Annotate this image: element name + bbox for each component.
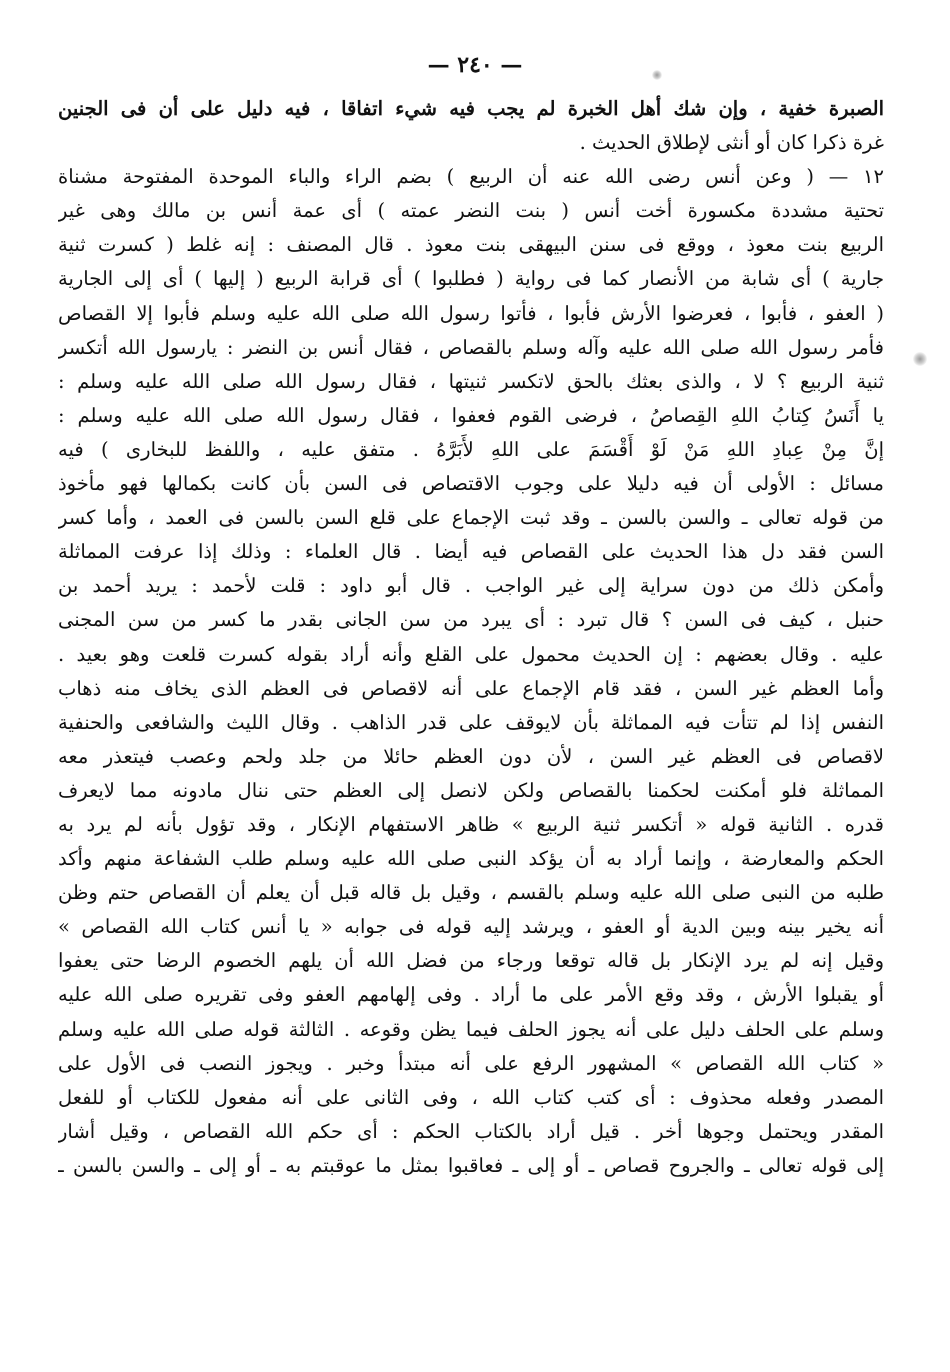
text-line: إلى قوله تعالى ـ والجروح قصاص ـ أو إلى ـ فعاقبوا بمثل ما عوقبتم به ـ أو إلى ـ والسن بالسن ـ <box>58 1153 884 1177</box>
text-line: أنه يخير بينه وبين الدية أو العفو ، ويرشد إليه قوله فى جوابه « يا أنس كتاب الله القصاص » <box>58 915 884 939</box>
text-line: وسلم على الحلف دليل على أنه يجوز الحلف فيما يظن وقوعه . الثالثة قوله صلى الله عليه وسلم <box>58 1017 884 1041</box>
text-line: حنبل ، كيف فى السن ؟ قال تبرد : أى يبرد من سن الجانى بقدر ما كسر من سن المجنى <box>58 608 884 632</box>
text-line: النفس إذا لم تتأت فيه المماثلة بأن لايوقف على قدر الذاهب . وقال الليث والشافعى والحنفية <box>58 710 884 734</box>
text-line: إنَّ مِنْ عِبادِ اللهِ مَنْ لَوْ أَقْسَمَ على اللهِ لأَبَرَّهُ . متفق عليه ، واللفظ للبخارى ) فيه <box>58 437 884 461</box>
text-line: لاقصاص فى العظم غير السن ، لأن دون العظم حائلا من جلد ولحم وعصب فيتعذر معه <box>58 744 884 768</box>
text-line: طلبه من النبى صلى الله عليه وسلم بالقسم ، وقيل بل قاله قبل أن يعلم أن القصاص حتم وظن <box>58 881 884 905</box>
text-line: عليه . وقال بعضهم : إن الحديث محمول على القلع وأنه أراد بقوله كسرت قلعت وهو بعيد . <box>58 642 884 666</box>
text-line: وقيل إنه لم يرد الإنكار بل قاله توقعا ورجاء من فضل الله أن يلهم الخصوم الرضا حتى يعفوا <box>58 949 884 973</box>
text-line: ( العفو ، فأبوا ، فعرضوا الأرش فأبوا ، فأتوا رسول الله صلى الله عليه وسلم فأبوا إلا القصاص <box>58 301 884 325</box>
text-line: « كتاب الله القصاص » المشهور الرفع على أنه مبتدأ وخبر . ويجوز النصب فى الأول على <box>58 1051 884 1075</box>
text-line: فأمر رسول الله صلى الله عليه وآله وسلم بالقصاص ، فقال أنس بن النضر : يارسول الله أتكسر <box>58 335 884 359</box>
body-text <box>58 92 884 1183</box>
text-line: الحكم والمعارضة ، وإنما أراد به أن يؤكد النبى صلى الله عليه وسلم طلب الشفاعة منهم وأكد <box>58 847 884 871</box>
text-line: وأمكن ذلك من دون سراية إلى غير الواجب . قال أبو داود : قلت لأحمد : يريد أحمد بن <box>58 574 884 598</box>
text-line: أو يقبلوا الأرش ، وقد وقع الأمر على ما أراد . وفى إلهامهم العفو وفى تقريره صلى الله عليه <box>58 983 884 1007</box>
text-line: الصبرة خفية ، وإن شك أهل الخبرة لم يجب فيه شيء اتفاقا ، فيه دليل على أن فى الجنين <box>58 97 884 120</box>
text-line: من قوله تعالى ـ والسن بالسن ـ وقد ثبت الإجماع على قلع السن بالسن فى العمد ، وأما كسر <box>58 506 884 530</box>
text-line: ١٢ — ( وعن أنس رضى الله عنه أن الربيع ) بضم الراء والباء الموحدة المفتوحة مشناة <box>58 165 884 189</box>
text-line: المقدر ويحتمل وجوها أخر . قيل أراد بالكتاب الحكم : أى حكم الله القصاص ، وقيل أشار <box>58 1119 884 1143</box>
text-line: غرة ذكرا كان أو أنثى لإطلاق الحديث . <box>579 131 884 155</box>
text-line: المماثلة فلو أمكنت لحكمنا بالقصاص ولكن لانصل إلى العظم حتى ننال مادونه مما لايعرف <box>58 778 884 802</box>
text-line: الربيع بنت معوذ ، ووقع فى سنن البيهقى بنت معوذ . قال المصنف : إنه غلط ( كسرت ثنية <box>58 233 884 257</box>
text-line: قدره . الثانية قوله « أتكسر ثنية الربيع » ظاهر الاستفهام الإنكار ، وقد تؤول بأنه لم يرد به <box>58 812 884 836</box>
text-line: وأما العظم غير السن ، فقد قام الإجماع على أنه لاقصاص فى العظم الذى يخاف منه ذهاب <box>58 676 884 700</box>
text-line: السن فقد دل هذا الحديث على القصاص فيه أيضا . قال العلماء : وذلك إذا عرفت المماثلة <box>58 540 884 564</box>
text-line: مسائل : الأولى أن فيه دليلا على وجوب الاقتصاص فى السن بأن كانت بكمالها فهو مأخوذ <box>58 472 884 496</box>
text-line: المصدر وفعله محذوف : أى كتب كتاب الله ، وفى الثانى على أنه مفعول للكتاب أو للفعل <box>58 1085 884 1109</box>
text-line: يا أَنَسُ كِتابُ اللهِ القِصاصُ ، فرضى القوم فعفوا ، فقال رسول الله صلى الله عليه وسلم : <box>58 403 884 427</box>
text-line: جارية ) أى شابة من الأنصار كما فى رواية ( فطلبوا ) أى قرابة الربيع ( إليها ) أى إلى الجارية <box>58 267 884 291</box>
text-line: تحتية مشددة مكسورة أخت أنس ( بنت النضر عمته ) أى عمة أنس بن مالك وهى غير <box>58 199 884 223</box>
text-line: ثنية الربيع ؟ لا ، والذى بعثك بالحق لاتكسر ثنيتها ، فقال رسول الله صلى الله عليه وسلم : <box>58 369 884 393</box>
scan-speck <box>913 352 927 366</box>
page-number: — ٢٤٠ — <box>427 52 523 78</box>
